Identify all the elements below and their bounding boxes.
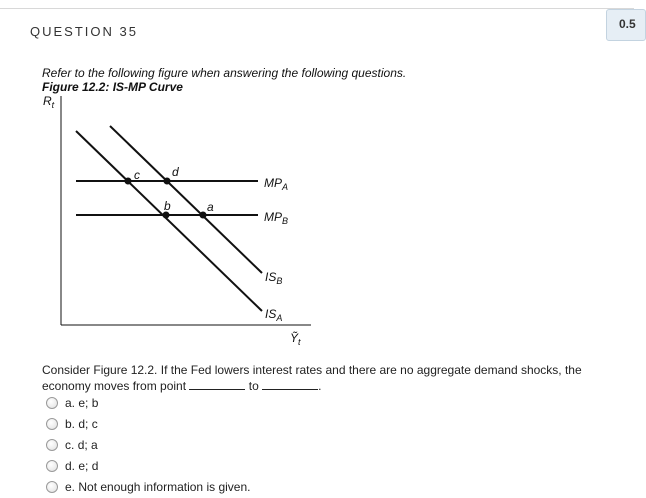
question-intro: Refer to the following figure when answering the following questions. (42, 66, 407, 80)
option-d-radio[interactable] (46, 460, 58, 472)
option-b-radio[interactable] (46, 418, 58, 430)
points-badge: 0.5 (606, 9, 646, 41)
point-d-label: d (172, 165, 179, 179)
answer-blank-1 (189, 378, 245, 390)
point-d-dot (164, 178, 171, 185)
answer-blank-2 (262, 378, 318, 390)
option-e[interactable] (46, 480, 306, 496)
option-d[interactable] (46, 459, 306, 475)
isa-line (76, 131, 262, 311)
option-c-text: d; a (77, 438, 98, 452)
option-e-letter: e. (65, 480, 76, 494)
mpa-label: $MP_A$ (264, 176, 289, 192)
isb-line (110, 126, 262, 273)
figure-title: Figure 12.2: IS-MP Curve (42, 80, 183, 94)
option-e-text: Not enough information is given. (78, 480, 251, 494)
option-c[interactable] (46, 438, 306, 454)
isa-label: $IS_A$ (265, 307, 283, 323)
option-b-letter: b. (65, 417, 76, 431)
mpb-label: $MP_B$ (264, 210, 289, 226)
option-e-radio[interactable] (46, 481, 58, 493)
option-b-text: d; c (78, 417, 98, 431)
prompt-to: to (248, 379, 259, 393)
point-b-label: b (164, 199, 171, 213)
option-d-letter: d. (65, 459, 76, 473)
option-d-text: e; d (78, 459, 99, 473)
isb-label: $IS_B$ (265, 270, 283, 286)
option-c-radio[interactable] (46, 439, 58, 451)
option-a[interactable] (46, 396, 306, 412)
prompt-end: . (318, 379, 322, 393)
point-c-dot (125, 178, 132, 185)
point-a-dot (200, 212, 207, 219)
option-b[interactable] (46, 417, 306, 433)
question-prompt (42, 363, 632, 394)
x-axis-label: Ỹ$_t$ (290, 331, 301, 347)
option-a-text: e; b (78, 396, 99, 410)
option-c-letter: c. (65, 438, 75, 452)
prompt-text: Consider Figure 12.2. If the Fed lowers interest rates and there are no aggregate demand shocks, the economy moves from point (42, 363, 582, 393)
point-a-label: a (207, 200, 214, 214)
y-axis-label: $R_t$ (43, 94, 55, 110)
point-c-label: c (134, 168, 140, 182)
question-title: QUESTION 35 (30, 24, 138, 39)
option-a-radio[interactable] (46, 397, 58, 409)
option-a-letter: a. (65, 396, 76, 410)
